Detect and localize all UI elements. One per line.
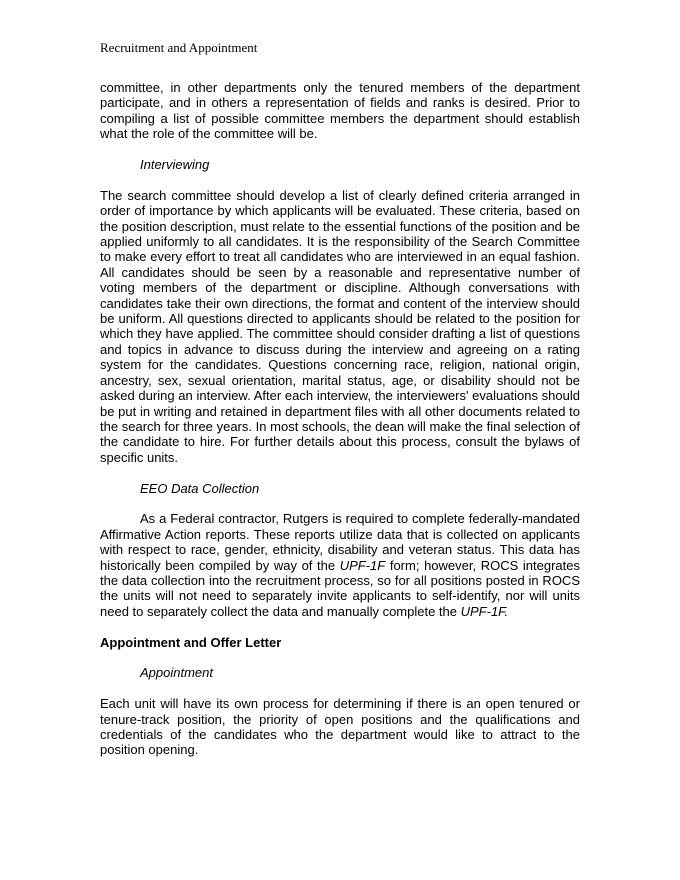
form-name-upf-1f-end: UPF-1F. bbox=[460, 603, 509, 619]
document-body bbox=[100, 80, 580, 773]
subheading-eeo-data-collection: EEO Data Collection bbox=[140, 480, 260, 496]
paragraph-committee-continuation: committee, in other departments only the tenured members of the department participate, and in others a representation of fields and ranks is desired. Prior to compiling a list of possible committee members the department should establish what the role of the committee will be. bbox=[100, 80, 580, 142]
section-heading-appointment-offer-letter: Appointment and Offer Letter bbox=[100, 634, 282, 650]
paragraph-interviewing: The search committee should develop a list of clearly defined criteria arranged in order of importance by which applicants will be evaluated. These criteria, based on the position description, must relate to the essential functions of the position and be applied uniformly to all candidates. It is the responsibility of the Search Committee to make every effort to treat all candidates who are interviewed in an equal fashion. All candidates should be seen by a reasonable and representative number of voting members of the department or discipline. Although conversations with candidates take their own directions, the format and content of the interview should be uniform. All questions directed to applicants should be related to the position for which they have applied. The committee should consider drafting a list of questions and topics in advance to discuss during the interview and agreeing on a rating system for the candidates. Questions concerning race, religion, national origin, ancestry, sex, sexual orientation, marital status, age, or disability should not be asked during an interview. After each interview, the interviewers' evaluations should be put in writing and retained in department files with all other documents related to the search for three years. In most schools, the dean will make the final selection of the candidate to hire. For further details about this process, consult the bylaws of specific units. bbox=[100, 187, 580, 465]
paragraph-eeo bbox=[100, 511, 580, 619]
subheading-appointment: Appointment bbox=[140, 665, 213, 681]
paragraph-appointment: Each unit will have its own process for determining if there is an open tenured or tenure-track position, the priority of open positions and the qualifications and credentials of the candidates who the department would like to attract to the position opening. bbox=[100, 696, 580, 758]
subheading-interviewing: Interviewing bbox=[140, 157, 210, 173]
eeo-text-part-2: form; however, ROCS integrates the data collection into the recruitment process, so for all positions posted in ROCS the units will not need to separately invite applicants to self-identify, nor will units need to separately collect the data and manually complete the bbox=[100, 557, 580, 619]
form-name-upf-1f: UPF-1F bbox=[339, 557, 386, 573]
running-header: Recruitment and Appointment bbox=[100, 40, 258, 55]
eeo-text-part-1: As a Federal contractor, Rutgers is required to complete federally-mandated Affirmative Action reports. These reports utilize data that is collected on applicants with respect to race, gender, ethnicity, disability and veteran status. This data has historically been compiled by way of the bbox=[100, 511, 580, 573]
